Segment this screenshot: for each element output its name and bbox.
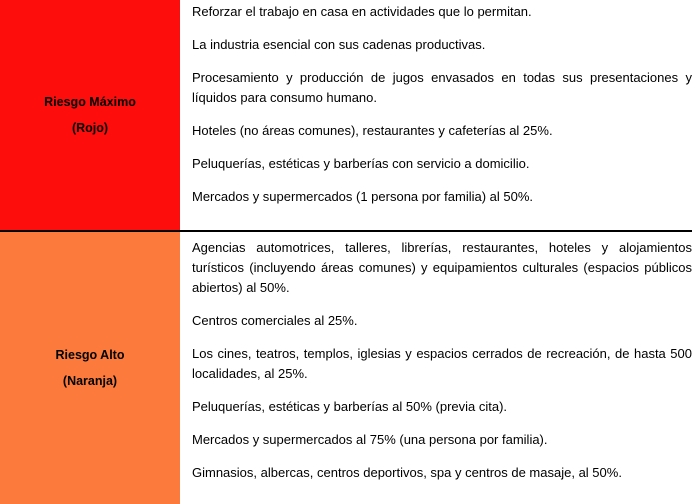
list-item: Mercados y supermercados al 75% (una persona por familia). <box>192 432 548 447</box>
activity-list <box>192 0 692 207</box>
risk-level-color-name: (Naranja) <box>62 374 118 388</box>
list-item: Hoteles (no áreas comunes), restaurantes y cafeterías al 25%. <box>192 123 553 138</box>
list-item: Procesamiento y producción de jugos envasados en todas sus presentaciones y líquidos para consumo humano. <box>192 70 692 105</box>
list-item: Centros comerciales al 25%. <box>192 313 358 328</box>
list-item: Peluquerías, estéticas y barberías al 50% (previa cita). <box>192 399 508 414</box>
risk-level-name: Riesgo Máximo <box>44 95 136 109</box>
risk-level-label-rojo <box>0 0 180 232</box>
list-item: Reforzar el trabajo en casa en actividades que lo permitan. <box>192 4 532 19</box>
list-item: Los cines, teatros, templos, iglesias y espacios cerrados de recreación, de hasta 500 localidades, al 25%. <box>192 346 692 381</box>
risk-level-activities-naranja <box>180 232 692 504</box>
table-row-riesgo-maximo <box>0 0 692 232</box>
risk-level-name: Riesgo Alto <box>55 348 125 362</box>
list-item: Gimnasios, albercas, centros deportivos, spa y centros de masaje, al 50%. <box>192 465 622 480</box>
list-item: Agencias automotrices, talleres, librerías, restaurantes, hoteles y alojamientos turísticos (incluyendo áreas comunes) y equipamientos culturales (espacios públicos abiertos) al 50%. <box>192 240 692 295</box>
list-item: La industria esencial con sus cadenas productivas. <box>192 37 486 52</box>
risk-level-activities-rojo <box>180 0 692 232</box>
list-item: Peluquerías, estéticas y barberías con servicio a domicilio. <box>192 156 530 171</box>
activity-list <box>192 232 692 483</box>
risk-level-color-name: (Rojo) <box>71 121 109 135</box>
list-item: Mercados y supermercados (1 persona por familia) al 50%. <box>192 189 534 204</box>
table-row-riesgo-alto <box>0 232 692 504</box>
risk-level-label-naranja <box>0 232 180 504</box>
